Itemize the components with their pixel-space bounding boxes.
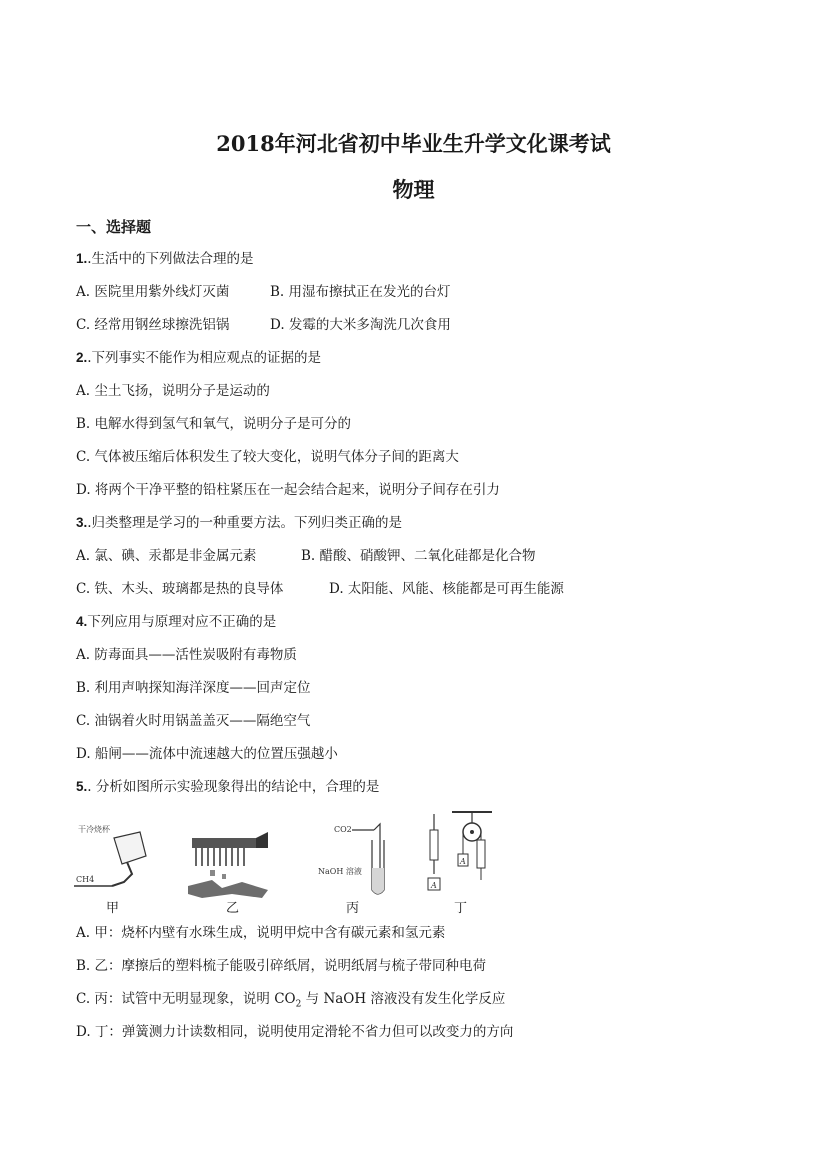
q2-option-d: D. 将两个干净平整的铅柱紧压在一起会结合起来，说明分子间存在引力 [76,482,500,498]
q3-option-b: B. 醋酸、硝酸钾、二氧化硅都是化合物 [301,548,536,564]
section-heading: 一、选择题 [76,218,152,236]
q5-option-b: B. 乙：摩擦后的塑料梳子能吸引碎纸屑，说明纸屑与梳子带同种电荷 [76,958,487,974]
figure-label-a-right: A [460,857,466,866]
figure-caption-yi: 乙 [226,901,240,916]
question-stem: 下列应用与原理对应不正确的是 [87,614,277,630]
q4-option-d: D. 船闸——流体中流速越大的位置压强越小 [76,746,338,762]
q1-option-b: B. 用湿布擦拭正在发光的台灯 [270,284,451,300]
q4-option-c: C. 油锅着火时用锅盖盖灭——隔绝空气 [76,713,311,729]
figure-ding [428,812,492,890]
figure-label-co2: CO2 [334,825,352,834]
question-number: 1. [76,251,88,266]
q5-option-c-text-1: C. 丙：试管中无明显现象，说明 CO [76,991,296,1007]
q4-option-b: B. 利用声呐探知海洋深度——回声定位 [76,680,311,696]
q3-option-d: D. 太阳能、风能、核能都是可再生能源 [329,581,564,597]
question-stem: .下列事实不能作为相应观点的证据的是 [87,350,322,366]
q2-option-b: B. 电解水得到氢气和氧气，说明分子是可分的 [76,416,352,432]
q1-option-a: A. 医院里用紫外线灯灭菌 [76,284,230,300]
question-2 [76,348,321,368]
question-4 [76,612,276,632]
q1-option-d: D. 发霉的大米多淘洗几次食用 [270,317,451,333]
q3-option-c: C. 铁、木头、玻璃都是热的良导体 [76,581,284,597]
q5-option-a: A. 甲：烧杯内壁有水珠生成，说明甲烷中含有碳元素和氢元素 [76,925,446,941]
figure-label-naoh: NaOH 溶液 [318,867,362,876]
experiment-figure [72,810,500,910]
question-number: 4. [76,614,88,629]
question-stem: .生活中的下列做法合理的是 [87,251,254,267]
figure-caption-ding: 丁 [454,901,468,916]
figure-jia [74,824,146,886]
figure-label-a-left: A [431,881,437,890]
q4-option-a: A. 防毒面具——活性炭吸附有毒物质 [76,647,297,663]
q1-option-c: C. 经常用钢丝球擦洗铝锅 [76,317,230,333]
question-number: 3. [76,515,88,530]
q3-option-a: A. 氯、碘、汞都是非金属元素 [76,548,257,564]
question-1 [76,249,254,269]
figure-label-ch4: CH4 [76,875,95,884]
question-number: 5. [76,779,88,794]
figure-yi [188,832,268,898]
figure-caption-jia: 甲 [106,901,120,916]
q5-option-c-text-2: 与 NaOH 溶液没有发生化学反应 [301,991,506,1007]
q5-option-d: D. 丁：弹簧测力计读数相同，说明使用定滑轮不省力但可以改变力的方向 [76,1024,514,1040]
q2-option-c: C. 气体被压缩后体积发生了较大变化，说明气体分子间的距离大 [76,449,459,465]
question-stem: .归类整理是学习的一种重要方法。下列归类正确的是 [87,515,403,531]
figure-caption-bing: 丙 [346,901,360,916]
doc-title: 2018年河北省初中毕业生升学文化课考试 [216,131,611,156]
question-5 [76,777,379,797]
figure-bing [318,824,384,894]
doc-subtitle: 物理 [392,177,435,202]
experiment-figure-drawing [72,810,500,910]
q5-option-c-subscript: 2 [295,999,302,1010]
q2-option-a: A. 尘土飞扬，说明分子是运动的 [76,383,270,399]
question-number: 2. [76,350,88,365]
q5-option-c [76,989,505,1015]
question-3 [76,513,402,533]
question-stem: . 分析如图所示实验现象得出的结论中，合理的是 [87,779,380,795]
figure-label-beaker: 干冷烧杯 [78,825,110,834]
